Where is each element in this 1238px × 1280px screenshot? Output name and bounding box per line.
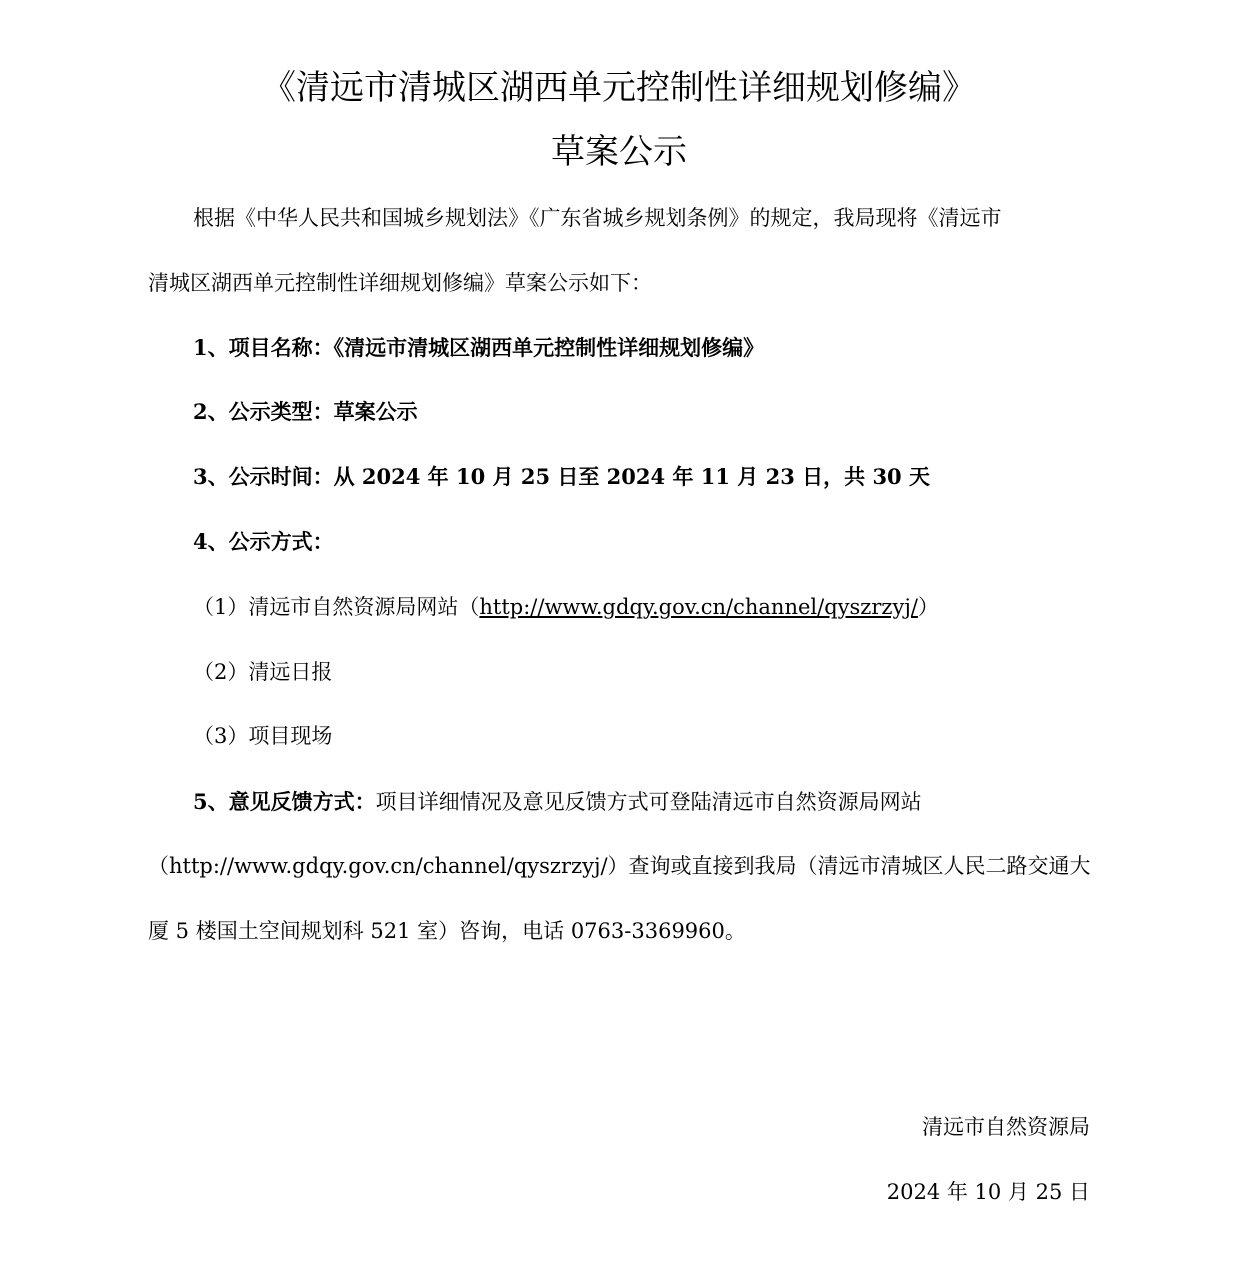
item-notice-type: 2、公示类型：草案公示 [193,399,418,424]
signature-date: 2024 年 10 月 25 日 [886,1180,1090,1204]
document-title: 《清远市清城区湖西单元控制性详细规划修编》 [262,68,976,108]
intro-line-2: 清城区湖西单元控制性详细规划修编》草案公示如下： [148,271,652,295]
feedback-text: 项目详细情况及意见反馈方式可登陆清远市自然资源局网站 [375,790,922,814]
intro-line-1: 根据《中华人民共和国城乡规划法》《广东省城乡规划条例》的规定，我局现将《清远市 [193,206,1002,230]
website-link[interactable]: http://www.gdqy.gov.cn/channel/qyszrzyj/ [479,595,918,619]
item-notice-method: 4、公示方式： [193,529,334,554]
item-project-name: 1、项目名称：《清远市清城区湖西单元控制性详细规划修编》 [193,335,765,360]
document-subtitle: 草案公示 [551,132,687,172]
item-feedback [193,788,1090,816]
feedback-line-2: （http://www.gdqy.gov.cn/channel/qyszrzyj/）查询或直接到我局（清远市清城区人民二路交通大 [148,854,1091,878]
signature-org: 清远市自然资源局 [922,1115,1090,1139]
method-website-suffix: ） [917,595,939,619]
method-newspaper: （2）清远日报 [193,660,333,684]
item-notice-period: 3、公示时间：从 2024 年 10 月 25 日至 2024 年 11 月 23 日，共 30 天 [193,464,930,489]
method-website [193,593,1135,621]
feedback-line-3: 厦 5 楼国土空间规划科 521 室）咨询，电话 0763-3369960。 [148,919,746,943]
method-site: （3）项目现场 [193,724,333,748]
feedback-label: 5、意见反馈方式： [193,789,376,814]
method-website-prefix: （1）清远市自然资源局网站（ [193,595,480,619]
